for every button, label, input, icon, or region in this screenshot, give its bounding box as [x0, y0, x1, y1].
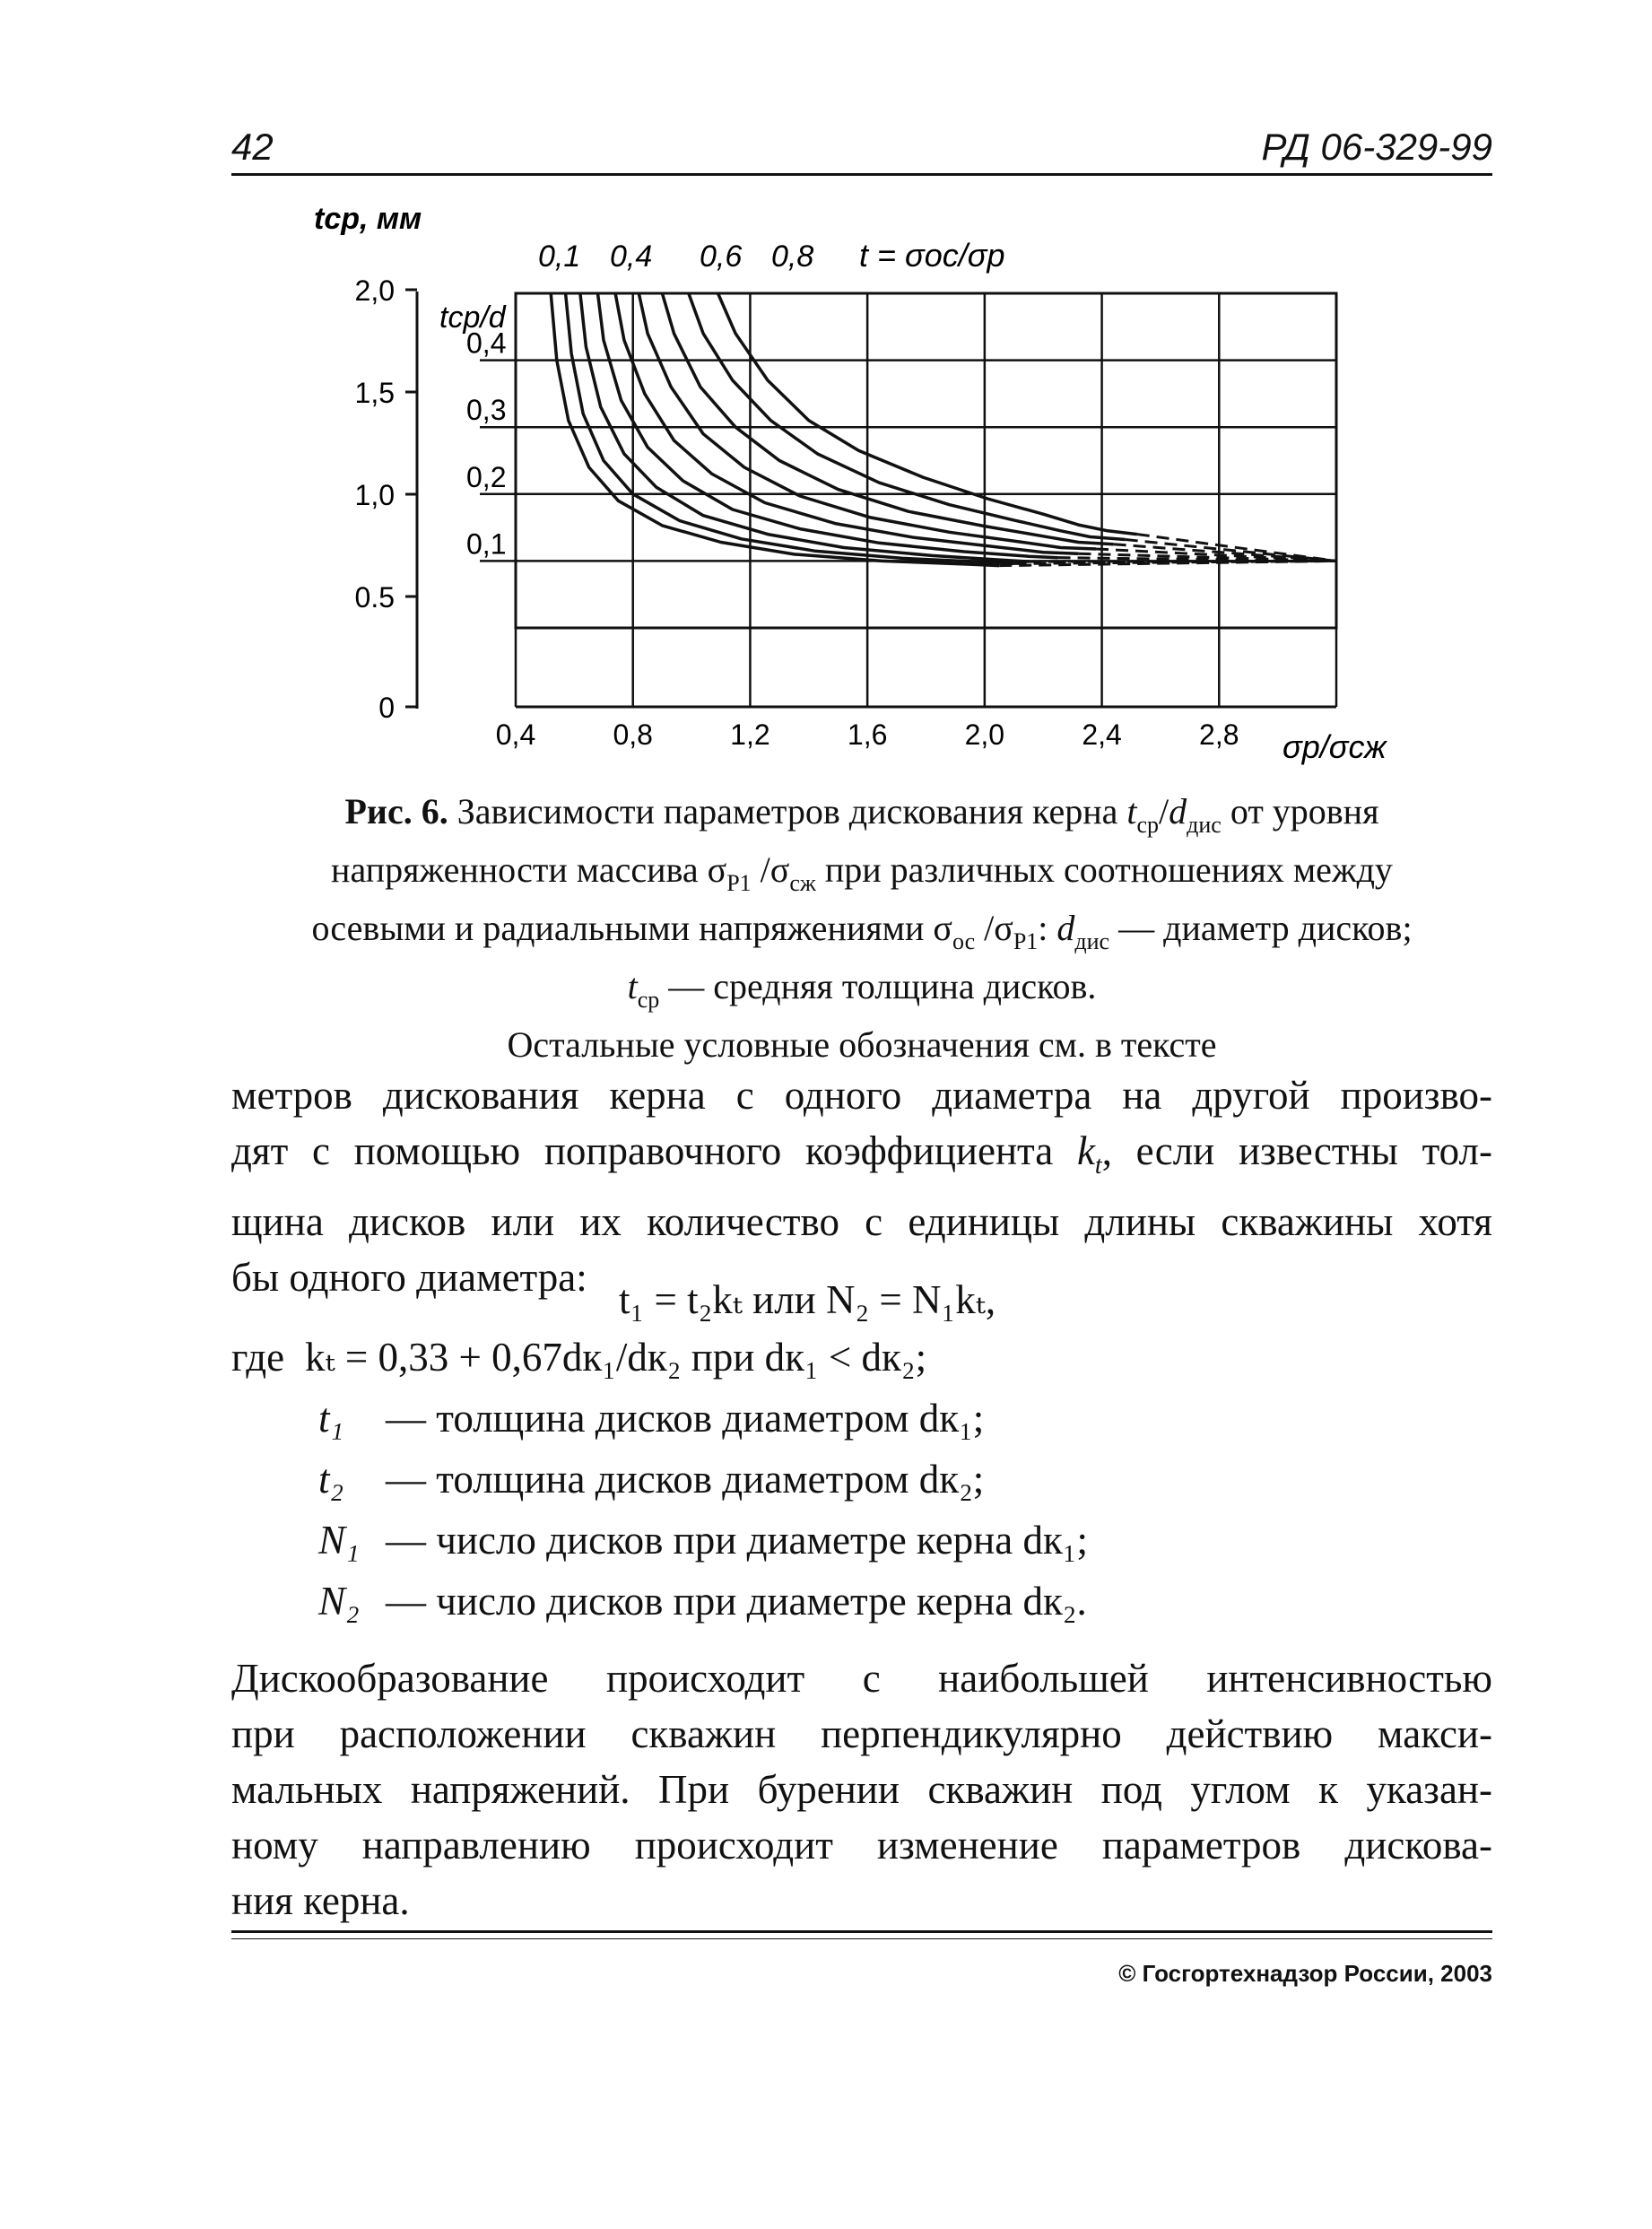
def4-symbol: N₂: [318, 1579, 360, 1624]
outer-y-tick-label: 2,0: [354, 274, 395, 307]
page-number: 42: [231, 126, 274, 168]
paragraph-1: метров дискования керна с одного диаметра на другой произво- дят с помощью поправочного коэффициента $k_t$, если известны тол- щина дисков или их количество с единицы длины скважины хотя бы одного диаметра:: [231, 1073, 1492, 1300]
outer-y-label: tср, мм: [314, 202, 422, 236]
where-label: где: [231, 1335, 285, 1380]
curve-solid: [598, 293, 1058, 558]
inner-y-tick-label: 0,3: [466, 394, 507, 427]
def1-symbol: t₁: [318, 1396, 344, 1441]
outer-y-tick-label: 1,5: [354, 377, 395, 409]
def2-symbol: t₂: [318, 1457, 344, 1502]
x-tick-label: 2,0: [964, 718, 1005, 751]
legend-value: 0,4: [610, 239, 653, 274]
formula-main: t₁ = t₂kₜ или N₂ = N₁kₜ,: [619, 1277, 996, 1322]
figure-label: Рис. 6.: [344, 791, 448, 832]
x-tick-label: 1,2: [730, 718, 770, 751]
inner-y-tick-label: 0,2: [466, 460, 507, 493]
def3-text: — число дисков при диаметре керна dк₁;: [386, 1518, 1088, 1563]
def1-text: — толщина дисков диаметром dк₁;: [386, 1396, 985, 1441]
caption-line-5: Остальные условные обозначения см. в тексте: [507, 1024, 1217, 1065]
outer-y-tick-label: 0: [378, 692, 395, 724]
x-tick-label: 2,4: [1082, 718, 1122, 751]
caption-line-4: $t_{ср}$ — средняя толщина дисков.: [627, 966, 1097, 1013]
caption-line-1: Рис. 6. Зависимости параметров дискования керна $t_{ср}/d_{дис}$ от уровня: [344, 791, 1379, 838]
curve-solid: [689, 293, 1126, 540]
def4-text: — число дисков при диаметре керна dк₂.: [386, 1579, 1087, 1624]
caption-line-3: осевыми и радиальными напряжениями $\sigma_{ос}$ $/\sigma_{Р1}$: $d_{дис}$ — диаметр дисков;: [311, 908, 1413, 954]
caption-line-2: напряженности массива $\sigma_{Р1}$ $/\sigma_{сж}$ при различных соотношениях между: [331, 849, 1393, 896]
legend-value: 0,1: [538, 239, 581, 274]
outer-y-tick-label: 0.5: [354, 581, 395, 614]
x-tick-label: 2,8: [1199, 718, 1239, 751]
curve-solid: [551, 293, 999, 566]
header-rule: [231, 173, 1492, 176]
legend-label: t = σос/σр: [859, 237, 1005, 274]
footer-rule: [231, 1930, 1492, 1933]
figure-caption: [231, 789, 1492, 1067]
inner-y-label: tср/d: [439, 300, 506, 335]
document-code: РД 06-329-99: [1261, 126, 1492, 168]
x-tick-label: 1,6: [847, 718, 888, 751]
x-tick-label: 0,4: [495, 718, 536, 751]
plot-frame: [516, 293, 1336, 628]
legend-value: 0,8: [771, 239, 814, 274]
outer-y-tick-label: 1,0: [354, 479, 395, 511]
inner-y-tick-label: 0,1: [466, 527, 507, 561]
inner-y-tick-label: 0,4: [466, 327, 507, 360]
footer-copyright: © Госгортехнадзор России, 2003: [1118, 1960, 1492, 1987]
where-formula: kₜ = 0,33 + 0,67dк₁/dк₂ при dк₁ < dк₂;: [305, 1335, 927, 1380]
curve-solid: [615, 293, 1078, 553]
x-tick-label: 0,8: [613, 718, 653, 751]
legend-value: 0,6: [700, 239, 743, 274]
paragraph-2: Дискообразование происходит с наибольшей интенсивностью при расположении скважин перпендикулярно действию макси- мальных напряжений. При бурении скважин под углом к указан- ному направлению происходит изменение параметров дискова- ния керна.: [231, 1656, 1492, 1923]
def2-text: — толщина дисков диаметром dк₂;: [386, 1457, 985, 1502]
figure-6-chart: [305, 193, 1435, 776]
footer-rule-thin: [231, 1938, 1492, 1939]
x-axis-label: σр/σсж: [1282, 728, 1387, 765]
def3-symbol: N₁: [318, 1518, 360, 1563]
